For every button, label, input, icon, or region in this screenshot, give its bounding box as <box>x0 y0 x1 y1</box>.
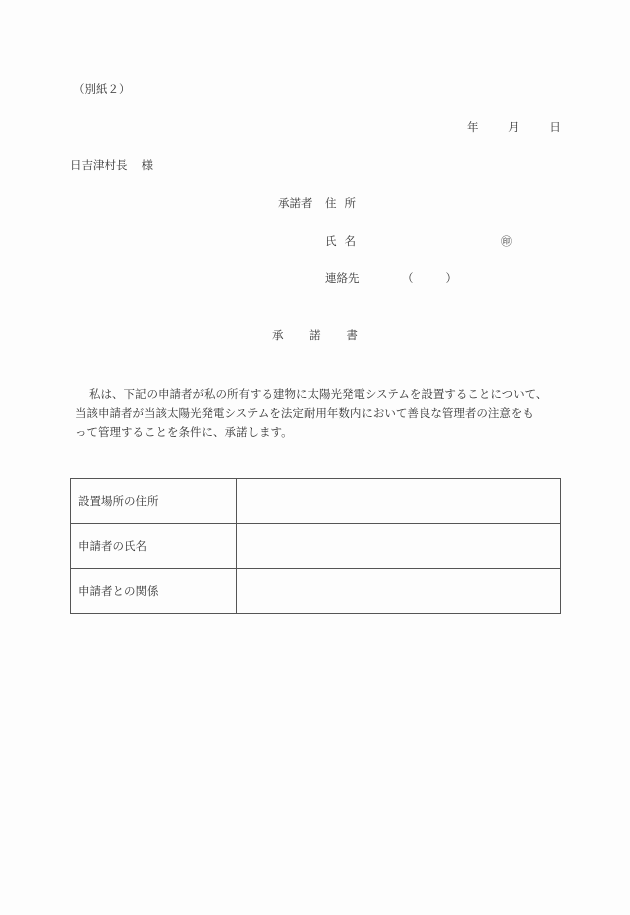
applicant-name-field[interactable] <box>237 524 561 569</box>
installation-address-label: 設置場所の住所 <box>71 479 237 524</box>
consenter-label: 承諾者 <box>278 196 313 210</box>
table-row <box>71 479 561 524</box>
appendix-label: （別紙２） <box>73 82 131 96</box>
contact-phone-area <box>402 273 457 285</box>
consenter-contact-label: 連絡先 <box>325 271 360 285</box>
consenter-address-label: 住所 <box>325 196 364 210</box>
date-year-label: 年 <box>467 120 479 134</box>
title-char: 書 <box>346 328 358 342</box>
date-day-label: 日 <box>549 120 561 134</box>
document-title <box>272 330 358 342</box>
addressee-name: 日吉津村長 <box>70 158 128 172</box>
applicant-name-label: 申請者の氏名 <box>71 524 237 569</box>
consent-statement <box>75 385 555 442</box>
date-line <box>467 122 561 134</box>
applicant-info-table <box>70 478 561 614</box>
relationship-field[interactable] <box>237 569 561 614</box>
paren-open: （ <box>402 271 414 285</box>
addressee-honorific: 様 <box>141 158 153 172</box>
title-char: 諾 <box>309 328 321 342</box>
addressee <box>70 160 153 172</box>
relationship-label: 申請者との関係 <box>71 569 237 614</box>
table-row <box>71 569 561 614</box>
body-line: 当該申請者が当該太陽光発電システムを法定耐用年数内において善良な管理者の注意をも <box>75 406 534 420</box>
table-row <box>71 524 561 569</box>
body-line: って管理することを条件に、承諾します。 <box>75 425 293 439</box>
seal-mark-icon: ㊞ <box>501 235 512 248</box>
title-char: 承 <box>272 328 284 342</box>
installation-address-field[interactable] <box>237 479 561 524</box>
body-line: 私は、下記の申請者が私の所有する建物に太陽光発電システムを設置することについて、 <box>89 387 548 401</box>
consenter-name-label: 氏名 <box>325 234 364 248</box>
date-month-label: 月 <box>508 120 520 134</box>
paren-close: ） <box>445 271 457 285</box>
